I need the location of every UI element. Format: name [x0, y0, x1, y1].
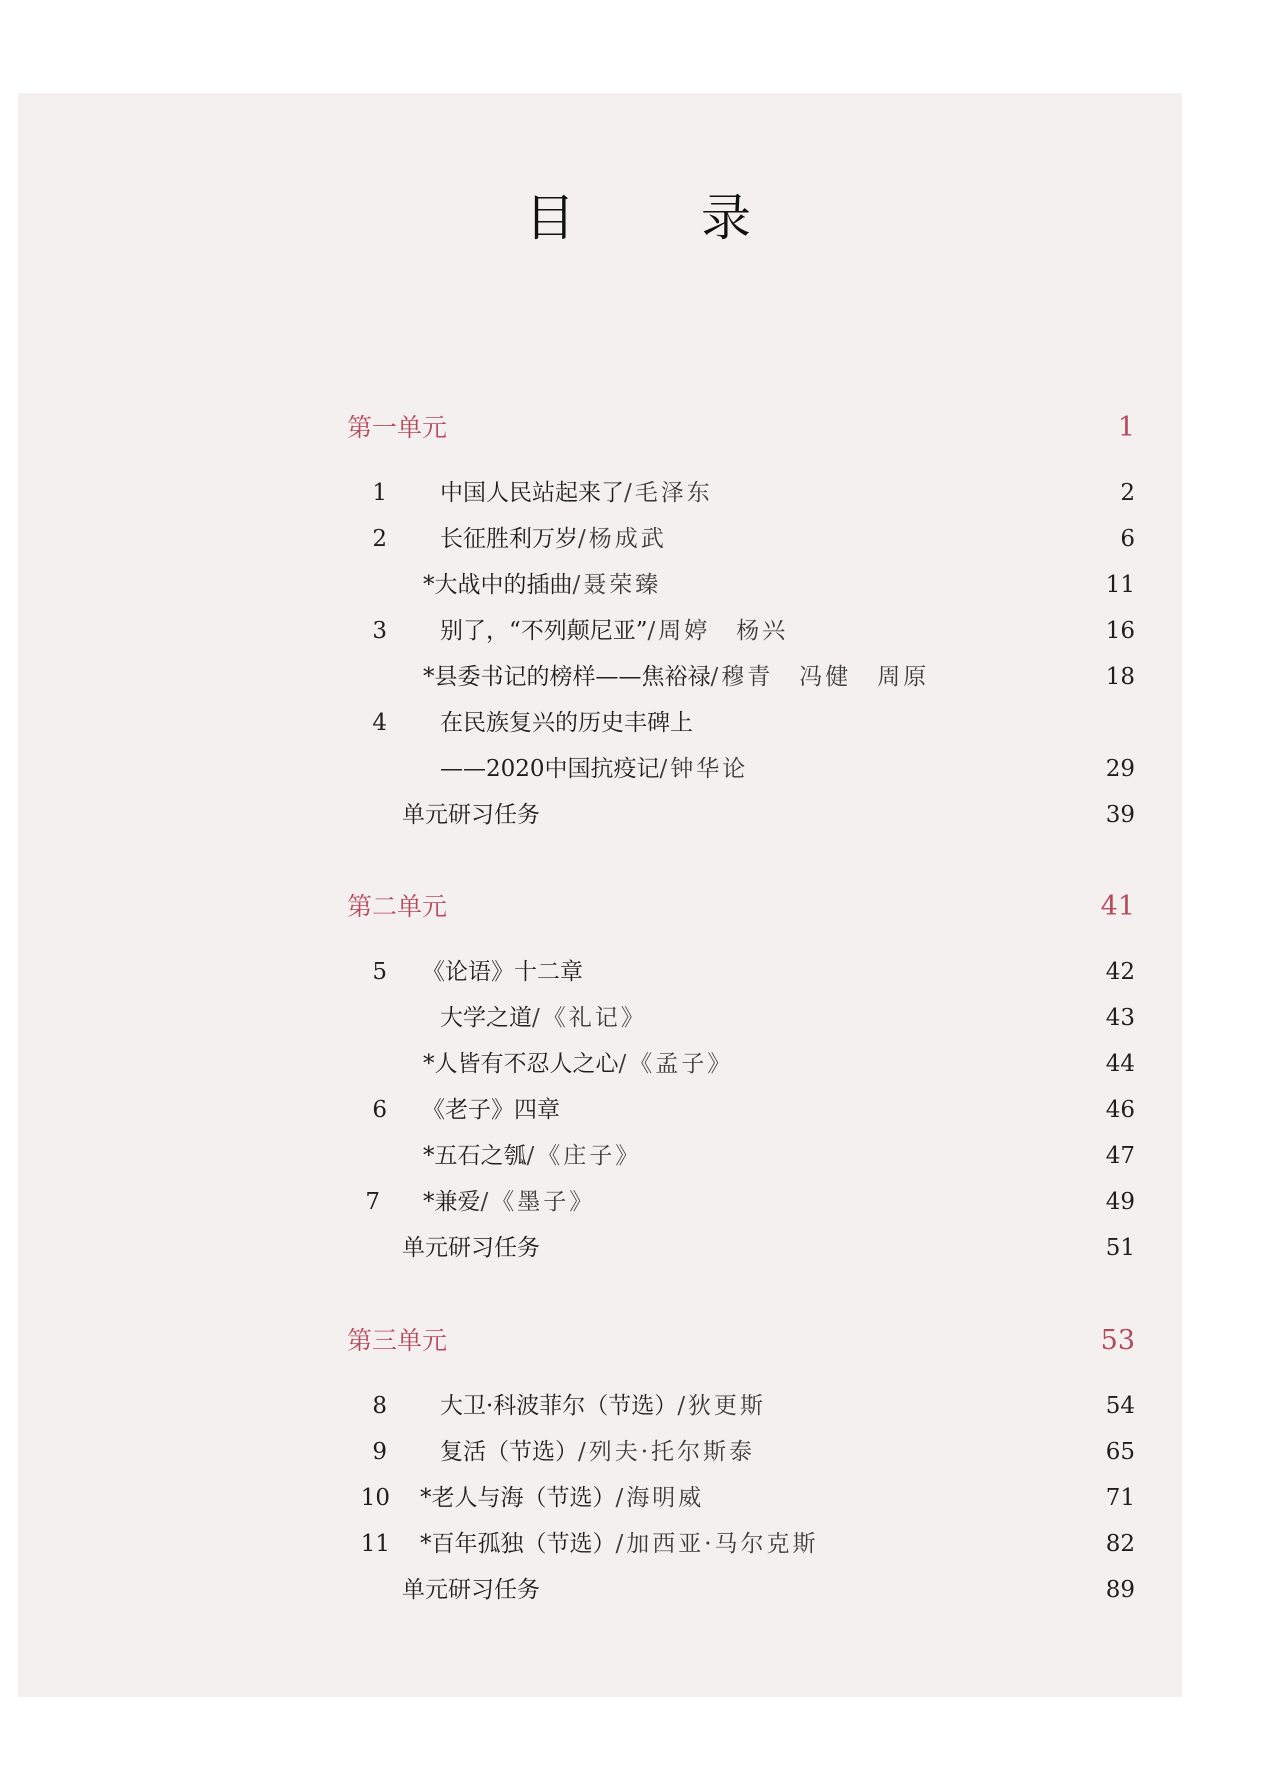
- toc-entry[interactable]: [347, 749, 1135, 789]
- entry-author: /《墨子》: [480, 1189, 596, 1215]
- entry-page: 29: [1105, 756, 1135, 782]
- entry-page: 49: [1105, 1189, 1135, 1215]
- entry-title: 《论语》十二章: [422, 959, 583, 985]
- toc-entry[interactable]: [347, 657, 1135, 697]
- entry-author: /聂荣臻: [572, 572, 662, 598]
- entry-author: /海明威: [615, 1485, 705, 1511]
- entry-page: 16: [1105, 618, 1135, 644]
- unit-page: 53: [1100, 1325, 1135, 1356]
- entry-number: 6: [372, 1097, 387, 1123]
- entry-title: 在民族复兴的历史丰碑上: [440, 710, 693, 736]
- entry-author: /列夫·托尔斯泰: [578, 1439, 756, 1465]
- entry-number: 7: [365, 1189, 380, 1215]
- entry-author: /加西亚·马尔克斯: [615, 1531, 819, 1557]
- entry-author: /《孟子》: [618, 1051, 734, 1077]
- entry-number: 5: [372, 959, 387, 985]
- toc-entry[interactable]: [347, 1432, 1135, 1472]
- entry-author: /狄更斯: [677, 1393, 767, 1419]
- entry-page: 18: [1105, 664, 1135, 690]
- entry-title: *县委书记的榜样——焦裕禄: [423, 664, 711, 690]
- entry-author: /钟华论: [659, 756, 749, 782]
- entry-title: *大战中的插曲: [423, 572, 573, 598]
- entry-title: *五石之瓠: [423, 1143, 527, 1169]
- entry-page: 43: [1105, 1005, 1135, 1031]
- unit-label: 第二单元: [347, 892, 448, 921]
- entry-author: /《礼记》: [532, 1005, 647, 1031]
- entry-author: /《庄子》: [526, 1143, 642, 1169]
- entry-title: *人皆有不忍人之心: [423, 1051, 619, 1077]
- entry-number: 10: [360, 1485, 390, 1511]
- toc-entry[interactable]: [347, 1386, 1135, 1426]
- entry-author: /杨成武: [578, 526, 667, 552]
- entry-number: 8: [372, 1393, 387, 1419]
- entry-page: 65: [1105, 1439, 1135, 1465]
- entry-number: 2: [372, 526, 387, 552]
- entry-title: 单元研习任务: [402, 1577, 540, 1603]
- entry-page: 11: [1105, 572, 1135, 598]
- unit-heading[interactable]: [347, 887, 1135, 927]
- toc-entry[interactable]: [347, 952, 1135, 992]
- entry-page: 42: [1105, 959, 1135, 985]
- toc-entry[interactable]: [347, 1090, 1135, 1130]
- unit-heading[interactable]: [347, 1321, 1135, 1361]
- toc-entry[interactable]: [347, 795, 1135, 835]
- entry-title: 大卫·科波菲尔（节选）: [440, 1393, 678, 1419]
- page-title: 目 录: [525, 189, 789, 247]
- toc-entry[interactable]: [347, 611, 1135, 651]
- toc-entry[interactable]: [347, 1570, 1135, 1610]
- unit-label: 第三单元: [347, 1326, 448, 1355]
- entry-title: ——2020中国抗疫记: [440, 756, 660, 782]
- entry-title: 单元研习任务: [402, 1235, 540, 1261]
- entry-page: 71: [1105, 1485, 1135, 1511]
- unit-page: 1: [1117, 412, 1135, 443]
- entry-title: 单元研习任务: [402, 802, 540, 828]
- toc-entry[interactable]: [347, 998, 1135, 1038]
- entry-page: 44: [1105, 1051, 1135, 1077]
- toc-entry[interactable]: [347, 1044, 1135, 1084]
- entry-author: /穆青 冯健 周原: [710, 664, 930, 690]
- entry-author: /毛泽东: [624, 480, 713, 506]
- entry-page: 2: [1120, 480, 1135, 506]
- entry-title: 《老子》四章: [422, 1097, 560, 1123]
- entry-title: 长征胜利万岁: [440, 526, 578, 552]
- entry-page: 6: [1120, 526, 1135, 552]
- toc-entry[interactable]: [347, 703, 1135, 743]
- entry-title: 复活（节选）: [440, 1439, 578, 1465]
- entry-number: 11: [360, 1531, 390, 1557]
- toc-entry[interactable]: [347, 1228, 1135, 1268]
- toc-entry[interactable]: [347, 1478, 1135, 1518]
- entry-number: 3: [372, 618, 387, 644]
- entry-author: /周婷 杨兴: [647, 618, 789, 644]
- entry-number: 9: [372, 1439, 387, 1465]
- unit-page: 41: [1100, 891, 1135, 922]
- entry-number: 1: [372, 480, 387, 506]
- entry-page: 82: [1105, 1531, 1135, 1557]
- toc-entry[interactable]: [347, 1136, 1135, 1176]
- entry-title: *兼爱: [423, 1189, 481, 1215]
- toc-entry[interactable]: [347, 519, 1135, 559]
- toc-entry[interactable]: [347, 473, 1135, 513]
- entry-page: 39: [1105, 802, 1135, 828]
- entry-title: 别了，“不列颠尼亚”: [440, 618, 648, 644]
- entry-page: 51: [1105, 1235, 1135, 1261]
- toc-entry[interactable]: [347, 1182, 1135, 1222]
- entry-title: 中国人民站起来了: [440, 480, 624, 506]
- entry-title: *百年孤独（节选）: [420, 1531, 616, 1557]
- entry-title: 大学之道: [440, 1005, 532, 1031]
- toc-entry[interactable]: [347, 1524, 1135, 1564]
- entry-page: 46: [1105, 1097, 1135, 1123]
- entry-page: 47: [1105, 1143, 1135, 1169]
- unit-heading[interactable]: [347, 408, 1135, 448]
- entry-number: 4: [372, 710, 387, 736]
- toc-entry[interactable]: [347, 565, 1135, 605]
- unit-label: 第一单元: [347, 413, 448, 442]
- entry-title: *老人与海（节选）: [420, 1485, 616, 1511]
- entry-page: 89: [1105, 1577, 1135, 1603]
- entry-page: 54: [1105, 1393, 1135, 1419]
